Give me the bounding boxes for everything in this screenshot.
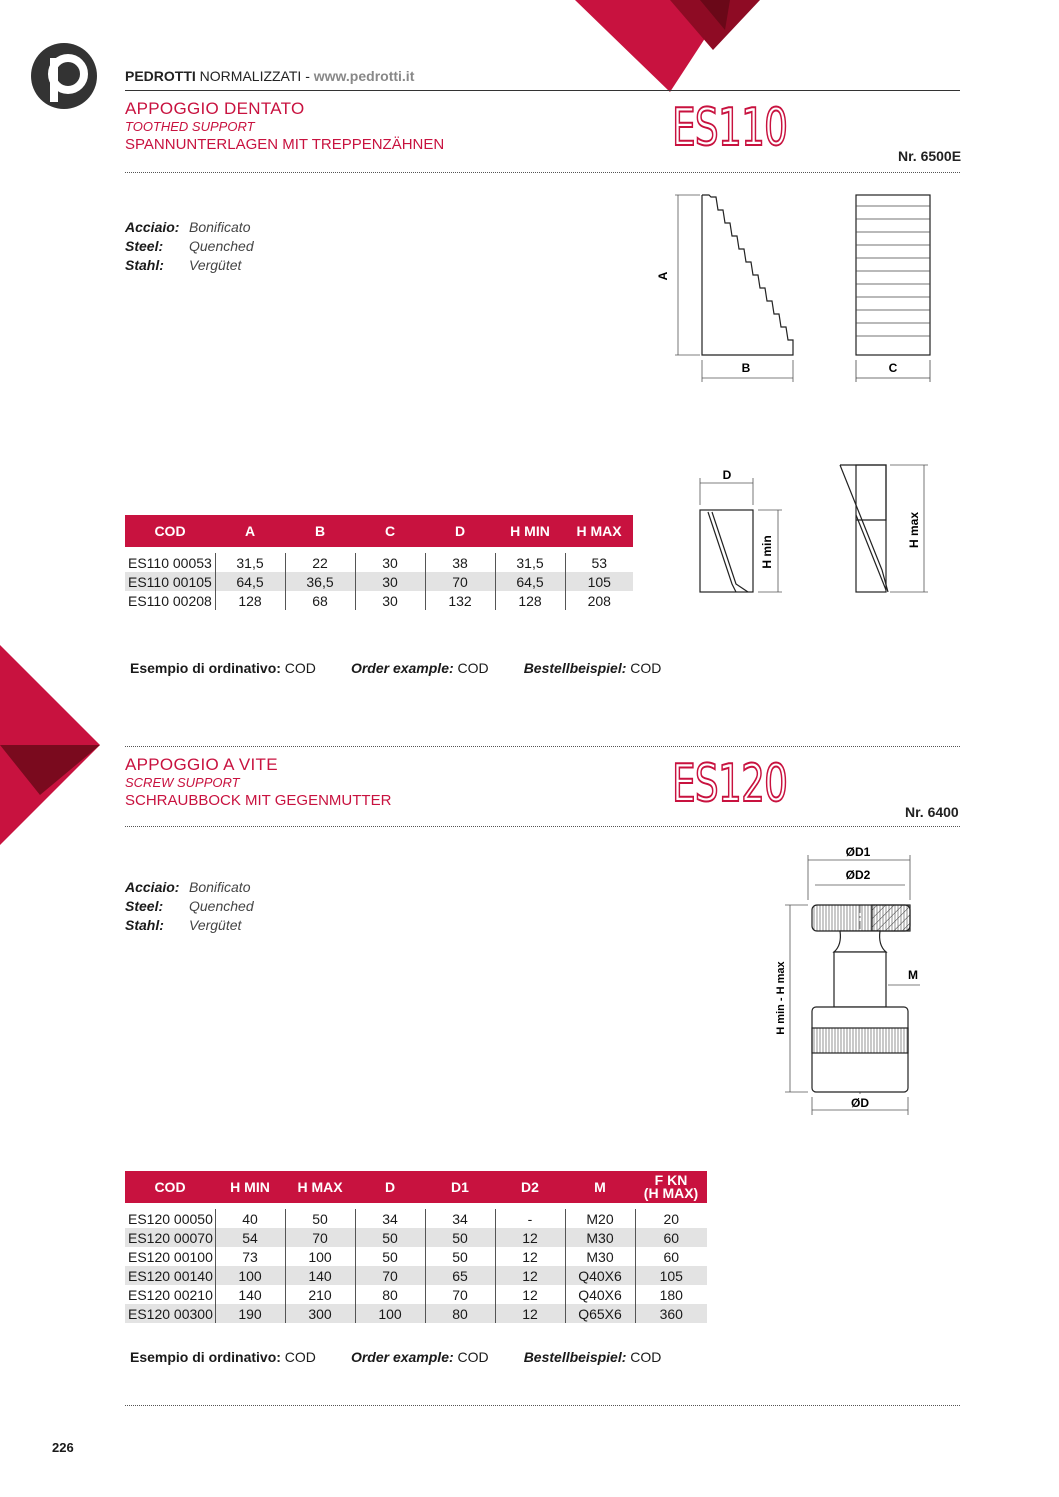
cell: 54 xyxy=(215,1228,285,1247)
table-row xyxy=(125,572,633,591)
material-value: Bonificato xyxy=(189,219,251,235)
section-rule xyxy=(125,826,960,827)
cell: 12 xyxy=(495,1247,565,1266)
header-rule xyxy=(125,90,960,91)
label-c: C xyxy=(888,361,898,375)
cell: 300 xyxy=(285,1304,355,1323)
cell: 128 xyxy=(215,591,285,610)
cell: 360 xyxy=(635,1304,707,1323)
cell: 70 xyxy=(425,1285,495,1304)
label-hmin: H min xyxy=(760,535,774,569)
cell: - xyxy=(495,1209,565,1228)
label-d: ØD xyxy=(851,1096,869,1110)
website-link[interactable]: www.pedrotti.it xyxy=(313,68,415,84)
cell: 20 xyxy=(635,1209,707,1228)
es120-table xyxy=(125,1171,707,1323)
material-value: Vergütet xyxy=(189,257,242,273)
es110-table xyxy=(125,515,633,610)
material-label: Stahl: xyxy=(125,917,164,933)
title-de: SCHRAUBBOCK MIT GEGENMUTTER xyxy=(125,792,392,809)
table-row xyxy=(125,1266,707,1285)
table-row xyxy=(125,553,633,572)
pedrotti-logo xyxy=(30,42,98,110)
material-value: Vergütet xyxy=(189,917,242,933)
cell: ES110 00053 xyxy=(128,554,212,571)
cell: 105 xyxy=(635,1266,707,1285)
table-row xyxy=(125,1304,707,1323)
section-rule xyxy=(125,172,960,173)
label-d2: ØD2 xyxy=(845,868,871,882)
cell: 64,5 xyxy=(215,572,285,591)
decor-top-triangles xyxy=(575,0,775,95)
cell: 68 xyxy=(285,591,355,610)
header-sep: - xyxy=(305,68,310,84)
es110-side-drawing xyxy=(650,185,950,385)
decor-left-triangle xyxy=(0,645,105,850)
cell: 50 xyxy=(425,1247,495,1266)
cell: 132 xyxy=(425,591,495,610)
cell: 70 xyxy=(425,572,495,591)
title-it: APPOGGIO A VITE xyxy=(125,755,278,774)
order-label-it: Esempio di ordinativo: xyxy=(130,660,281,676)
cell: 60 xyxy=(635,1228,707,1247)
cell: ES120 00070 xyxy=(125,1228,215,1247)
cell: ES110 00208 xyxy=(128,592,212,609)
catalog-number: Nr. 6400 xyxy=(905,804,959,820)
col-hmin: H MIN xyxy=(495,515,565,547)
order-value-it: COD xyxy=(284,660,316,676)
material-list xyxy=(125,218,254,275)
title-it: APPOGGIO DENTATO xyxy=(125,99,305,118)
cell: 100 xyxy=(355,1304,425,1323)
cell: 53 xyxy=(565,553,633,572)
section-rule-top xyxy=(125,746,960,747)
col-a: A xyxy=(215,515,285,547)
cell: 30 xyxy=(355,572,425,591)
page-header xyxy=(125,68,414,84)
col-d: D xyxy=(425,515,495,547)
cell: 38 xyxy=(425,553,495,572)
cell: 73 xyxy=(215,1247,285,1266)
cell: 100 xyxy=(215,1266,285,1285)
order-example xyxy=(130,660,661,676)
label-hmax: H max xyxy=(907,511,921,549)
cell: ES120 00140 xyxy=(125,1266,215,1285)
order-value-en: COD xyxy=(457,660,489,676)
footer-rule xyxy=(125,1405,960,1406)
cell: 12 xyxy=(495,1228,565,1247)
col-hmin: H MIN xyxy=(215,1171,285,1203)
col-cod: COD xyxy=(125,515,215,547)
brand-rest: NORMALIZZATI xyxy=(199,68,302,84)
cell: 140 xyxy=(285,1266,355,1285)
material-label: Acciaio: xyxy=(125,219,180,235)
cell: 30 xyxy=(355,591,425,610)
cell: 50 xyxy=(355,1247,425,1266)
col-cod: COD xyxy=(125,1171,215,1203)
material-list xyxy=(125,878,254,935)
cell: 50 xyxy=(355,1228,425,1247)
product-code: ES120 xyxy=(672,754,788,814)
cell: 12 xyxy=(495,1266,565,1285)
order-value-de: COD xyxy=(630,1349,662,1365)
material-value: Quenched xyxy=(189,898,254,914)
material-label: Stahl: xyxy=(125,257,164,273)
col-fkn: F KN (H MAX) xyxy=(635,1171,707,1203)
order-label-it: Esempio di ordinativo: xyxy=(130,1349,281,1365)
es120-titles xyxy=(125,756,391,810)
cell: 190 xyxy=(215,1304,285,1323)
es120-drawing xyxy=(765,835,945,1120)
title-de: SPANNUNTERLAGEN MIT TREPPENZÄHNEN xyxy=(125,136,445,153)
cell: 80 xyxy=(355,1285,425,1304)
cell: Q65X6 xyxy=(565,1304,635,1323)
catalog-number: Nr. 6500E xyxy=(898,148,962,164)
material-label: Acciaio: xyxy=(125,879,180,895)
material-value: Quenched xyxy=(189,238,254,254)
cell: 208 xyxy=(565,591,633,610)
cell: 180 xyxy=(635,1285,707,1304)
material-label: Steel: xyxy=(125,238,164,254)
product-code: ES110 xyxy=(672,98,788,158)
material-label: Steel: xyxy=(125,898,164,914)
label-d1: ØD1 xyxy=(845,845,871,859)
cell: 60 xyxy=(635,1247,707,1266)
order-label-en: Order example: xyxy=(350,1349,454,1365)
table-row xyxy=(125,1247,707,1266)
order-value-de: COD xyxy=(630,660,662,676)
order-value-en: COD xyxy=(457,1349,489,1365)
cell: 12 xyxy=(495,1285,565,1304)
page-number: 226 xyxy=(52,1440,74,1455)
col-hmax: H MAX xyxy=(285,1171,355,1203)
col-hmax: H MAX xyxy=(565,515,633,547)
cell: 50 xyxy=(425,1228,495,1247)
order-value-it: COD xyxy=(284,1349,316,1365)
cell: ES120 00100 xyxy=(128,1248,213,1265)
cell: 100 xyxy=(285,1247,355,1266)
cell: 80 xyxy=(425,1304,495,1323)
cell: 34 xyxy=(425,1209,495,1228)
cell: 40 xyxy=(215,1209,285,1228)
es110-assembly-drawing xyxy=(690,460,940,600)
cell: ES120 00300 xyxy=(125,1304,215,1323)
order-label-en: Order example: xyxy=(350,660,454,676)
label-h: H min - H max xyxy=(775,961,787,1035)
cell: 12 xyxy=(495,1304,565,1323)
table-row xyxy=(125,591,633,610)
order-example xyxy=(130,1349,661,1365)
cell: 70 xyxy=(355,1266,425,1285)
order-label-de: Bestellbeispiel: xyxy=(523,660,627,676)
cell: 70 xyxy=(285,1228,355,1247)
label-d: D xyxy=(722,468,732,482)
material-value: Bonificato xyxy=(189,879,251,895)
cell: 34 xyxy=(355,1209,425,1228)
cell: 210 xyxy=(285,1285,355,1304)
cell: 128 xyxy=(495,591,565,610)
col-b: B xyxy=(285,515,355,547)
title-en: TOOTHED SUPPORT xyxy=(125,119,255,134)
cell: M20 xyxy=(565,1209,635,1228)
cell: 50 xyxy=(285,1209,355,1228)
col-d: D xyxy=(355,1171,425,1203)
cell: Q40X6 xyxy=(565,1285,635,1304)
title-en: SCREW SUPPORT xyxy=(125,775,240,790)
table-header-row xyxy=(125,515,633,547)
col-c: C xyxy=(355,515,425,547)
cell: Q40X6 xyxy=(565,1266,635,1285)
table-header-row xyxy=(125,1171,707,1203)
cell: 105 xyxy=(565,572,633,591)
col-d1: D1 xyxy=(425,1171,495,1203)
label-a: A xyxy=(656,271,670,281)
order-label-de: Bestellbeispiel: xyxy=(523,1349,627,1365)
cell: 31,5 xyxy=(495,553,565,572)
cell: 30 xyxy=(355,553,425,572)
cell: 31,5 xyxy=(215,553,285,572)
col-m: M xyxy=(565,1171,635,1203)
cell: 36,5 xyxy=(285,572,355,591)
cell: 64,5 xyxy=(495,572,565,591)
es110-titles xyxy=(125,100,444,154)
table-row xyxy=(125,1228,707,1247)
cell: 22 xyxy=(285,553,355,572)
label-b: B xyxy=(741,361,751,375)
cell: ES120 00050 xyxy=(128,1210,213,1227)
cell: 65 xyxy=(425,1266,495,1285)
cell: ES120 00210 xyxy=(128,1286,213,1303)
label-m: M xyxy=(908,968,918,982)
table-row xyxy=(125,1285,707,1304)
brand-name: PEDROTTI xyxy=(125,68,196,84)
cell: M30 xyxy=(565,1247,635,1266)
col-d2: D2 xyxy=(495,1171,565,1203)
table-row xyxy=(125,1209,707,1228)
cell: M30 xyxy=(565,1228,635,1247)
cell: ES110 00105 xyxy=(125,572,215,591)
cell: 140 xyxy=(215,1285,285,1304)
